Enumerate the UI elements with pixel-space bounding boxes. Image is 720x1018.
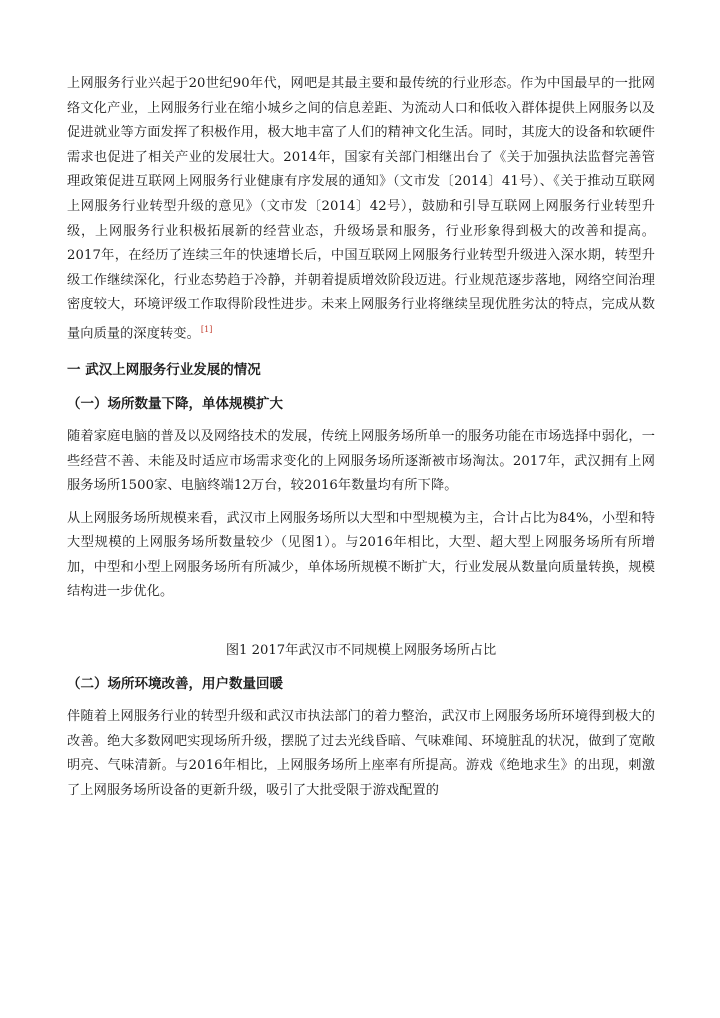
subsection-2-paragraph-1: 伴随着上网服务行业的转型升级和武汉市执法部门的着力整治，武汉市上网服务场所环境得到极大的改善。绝大多数网吧实现场所升级，摆脱了过去光线昏暗、气味难闻、环境脏乱的状况，做到了宽敞明亮、气味清新。与2016年相比，上网服务场所上座率有所提高。游戏《绝地求生》的出现，刺激了上网服务场所设备的更新升级，吸引了大批受限于游戏配置的 — [67, 709, 655, 798]
subsection-1-paragraph-1: 随着家庭电脑的普及以及网络技术的发展，传统上网服务场所单一的服务功能在市场选择中弱化，一些经营不善、未能及时适应市场需求变化的上网服务场所逐渐被市场淘汰。2017年，武汉拥有上网服务场所1500家、电脑终端12万台，较2016年数量均有所下降。 — [67, 428, 655, 494]
footnote-mark[interactable]: [1] — [200, 324, 213, 334]
intro-text: 上网服务行业兴起于20世纪90年代，网吧是其最主要和最传统的行业形态。作为中国最早的一批网络文化产业，上网服务行业在缩小城乡之间的信息差距、为流动人口和低收入群体提供上网服务以及促进就业等方面发挥了积极作用，极大地丰富了人们的精神文化生活。同时，其庞大的设备和软硬件需求也促进了相关产业的发展壮大。2014年，国家有关部门相继出台了《关于加强执法监督完善管理政策促进互联网上网服务行业健康有序发展的通知》（文市发〔2014〕41号）、《关于推动互联网上网服务行业转型升级的意见》（文市发〔2014〕42号），鼓励和引导互联网上网服务行业转型升级，上网服务行业积极拓展新的经营业态，升级场景和服务，行业形象得到极大的改善和提高。2017年，在经历了连续三年的快速增长后，中国互联网上网服务行业转型升级进入深水期，转型升级工作继续深化，行业态势趋于冷静，并朝着提质增效阶段迈进。行业规范逐步落地，网络空间治理密度较大，环境评级工作取得阶段性进步。未来上网服务行业将继续呈现优胜劣汰的特点，完成从数量向质量的深度转变。 — [67, 76, 655, 342]
document-page — [67, 72, 655, 803]
subsection-heading-1: （一）场所数量下降，单体规模扩大 — [67, 395, 283, 412]
subsection-1-paragraph-2: 从上网服务场所规模来看，武汉市上网服务场所以大型和中型规模为主，合计占比为84%，小型和特大型规模的上网服务场所数量较少（见图1）。与2016年相比，大型、超大型上网服务场所有所增加，中型和小型上网服务场所有所减少，单体场所规模不断扩大，行业发展从数量向质量转换，规模结构进一步优化。 — [67, 510, 655, 600]
intro-paragraph — [67, 72, 655, 347]
section-heading: 一 武汉上网服务行业发展的情况 — [67, 361, 261, 378]
subsection-heading-2: （二）场所环境改善，用户数量回暖 — [67, 676, 283, 693]
figure-caption: 图1 2017年武汉市不同规模上网服务场所占比 — [225, 643, 497, 659]
